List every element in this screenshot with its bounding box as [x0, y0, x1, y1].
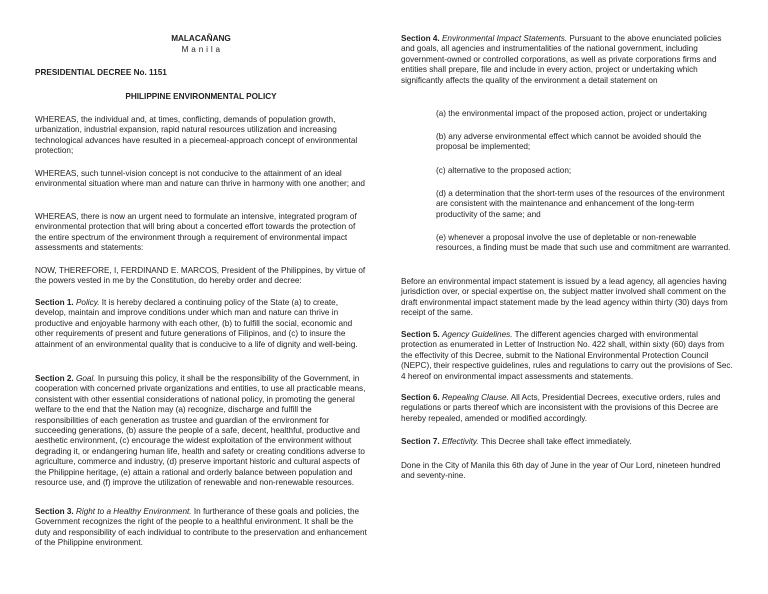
section-7-heading: Effectivity. [441, 437, 479, 446]
section-2-label: Section 2. [35, 374, 74, 383]
city-heading: M a n i l a [181, 45, 221, 54]
decree-title: PHILIPPINE ENVIRONMENTAL POLICY [125, 92, 277, 101]
section-6 [401, 393, 733, 424]
section-3-text: In furtherance of these goals and policies, the Government recognizes the right of the people to a healthful environment. It shall be the duty and responsibility of each individual to contribute to the preservation and enhancement of the Philippine environment. [35, 507, 367, 548]
section-3-heading: Right to a Healthy Environment. [75, 507, 192, 516]
section-1-text: It is hereby declared a continuing policy of the State (a) to create, develop, maintain and improve conditions under which man and nature can thrive in productive and enjoyable harmony with each other, (b) to fulfill the social, economic and other requirements of present and future generations of Filipinos, and (c) to insure the attainment of an environmental quality that is conducive to a life of dignity and well-being. [35, 298, 358, 349]
section-2-text: In pursuing this policy, it shall be the responsibility of the Government, in cooperation with concerned private organizations and entities, to use all practicable means, consistent with other essential considerations of national policy, in promoting the general welfare to the end that the Nation may (a) recognize, discharge and fulfill the responsibilities of each generation as trustee and guardian of the environment for succeeding generations, (b) assure the people of a safe, decent, healthful, productive and aesthetic environment, (c) encourage the widest exploitation of the environment without degrading it, or endangering human life, health and safety or creating conditions adverse to agriculture, commerce and industry, (d) preserve important historic and cultural aspects of the Philippine heritage, (e) attain a rational and orderly balance between population and resource use, and (f) improve the utilization of renewable and non-renewable resources. [35, 374, 366, 488]
decree-number: PRESIDENTIAL DECREE No. 1151 [35, 68, 167, 77]
done-paragraph: Done in the City of Manila this 6th day of June in the year of Our Lord, nineteen hundred and seventy-nine. [401, 461, 721, 481]
section-4-item-d: (d) a determination that the short-term uses of the resources of the environment are consistent with the maintenance and enhancement of the long-term productivity of the same; and [436, 189, 725, 219]
whereas-paragraph-1: WHEREAS, the individual and, at times, conflicting, demands of population growth, urbanization, industrial expansion, rapid natural resources utilization and increasing technological advances have resulted in a piecemeal-approach concept of environmental protection; [35, 115, 358, 156]
section-5-heading: Agency Guidelines. [441, 330, 513, 339]
section-5-label: Section 5. [401, 330, 440, 339]
section-4-label: Section 4. [401, 34, 440, 43]
section-6-label: Section 6. [401, 393, 440, 402]
section-6-heading: Repealing Clause. [441, 393, 509, 402]
section-4-item-b: (b) any adverse environmental effect which cannot be avoided should the proposal be implemented; [436, 132, 702, 152]
section-5 [401, 330, 733, 382]
section-2-heading: Goal. [75, 374, 96, 383]
section-4-heading: Environmental Impact Statements. [441, 34, 568, 43]
office-heading: MALACAÑANG [171, 34, 231, 43]
section-3 [35, 507, 367, 549]
section-4-item-a: (a) the environmental impact of the proposed action, project or undertaking [436, 109, 707, 118]
section-4-closing: Before an environmental impact statement is issued by a lead agency, all agencies having jurisdiction over, or special expertise on, the subject matter involved shall comment on the draft environmental impact statement made by the lead agency within thirty (30) days from receipt of the same. [401, 277, 728, 318]
section-7-label: Section 7. [401, 437, 440, 446]
section-4 [401, 34, 733, 86]
section-1-label: Section 1. [35, 298, 74, 307]
section-4-item-e: (e) whenever a proposal involve the use of depletable or non-renewable resources, a finding must be made that such use and commitment are warranted. [436, 233, 731, 253]
section-6-text: All Acts, Presidential Decrees, executive orders, rules and regulations or parts thereof which are inconsistent with the provisions of this Decree are hereby repealed, amended or modified accordingly. [401, 393, 721, 423]
section-1 [35, 298, 367, 350]
section-2 [35, 374, 367, 488]
section-4-text: Pursuant to the above enunciated policies and goals, all agencies and instrumentalities of the national government, including government-owned or controlled corporations, as well as private corporations firms and entities shall prepare, file and include in every action, project or undertaking which significantly affects the quality of the environment a detail statement on [401, 34, 722, 85]
whereas-paragraph-2: WHEREAS, such tunnel-vision concept is not conducive to the attainment of an ideal environmental situation where man and nature can thrive in harmony with one another; and [35, 169, 365, 189]
section-7 [401, 437, 733, 447]
therefore-paragraph: NOW, THEREFORE, I, FERDINAND E. MARCOS, President of the Philippines, by virtue of the powers vested in me by the Constitution, do hereby order and decree: [35, 266, 366, 286]
section-7-text: This Decree shall take effect immediately. [480, 437, 632, 446]
section-1-heading: Policy. [75, 298, 100, 307]
section-5-text: The different agencies charged with environmental protection as enumerated in Letter of Instruction No. 422 shall, within sixty (60) days from the effectivity of this Decree, submit to the National Environmental Protection Council (NEPC), their respective guidelines, rules and regulations to carry out the provisions of Sec. 4 hereof on environmental impact assessments and statements. [401, 330, 733, 381]
section-4-item-c: (c) alternative to the proposed action; [436, 166, 572, 175]
whereas-paragraph-3: WHEREAS, there is now an urgent need to formulate an intensive, integrated program of environmental protection that will bring about a concerted effort towards the protection of the entire spectrum of the environment through a requirement of environmental impact assessments and statements: [35, 212, 357, 253]
section-3-label: Section 3. [35, 507, 74, 516]
